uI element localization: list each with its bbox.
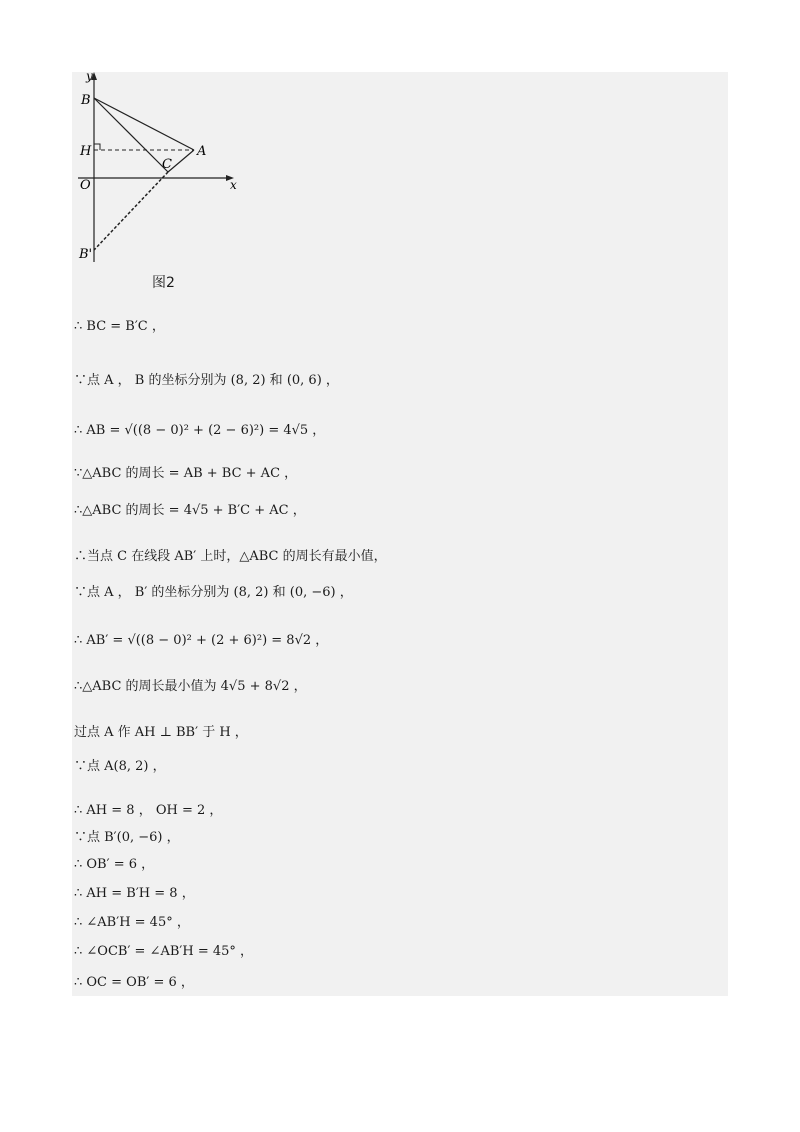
label-y: y (86, 72, 93, 83)
label-O: O (80, 178, 91, 193)
solution-line-11: ∵点 A(8, 2) ， (74, 759, 166, 774)
solution-line-15: ∴ AH = B′H = 8 ， (74, 886, 195, 901)
right-angle-mark (94, 144, 100, 150)
solution-line-8: ∴ AB′ = √((8 − 0)² + (2 + 6)²) = 8√2 ， (74, 633, 329, 648)
solution-line-3: ∴ AB = √((8 − 0)² + (2 − 6)²) = 4√5 ， (74, 423, 326, 438)
solution-line-7: ∵点 A ， B′ 的坐标分别为 (8, 2) 和 (0, −6) ， (74, 585, 353, 600)
label-Bprime: B' (79, 247, 93, 262)
label-B: B (81, 93, 91, 108)
figure-caption: 图2 (152, 275, 175, 291)
segment-CBp-dashed (94, 172, 168, 250)
solution-line-17: ∴ ∠OCB′ = ∠AB′H = 45° ， (74, 944, 254, 959)
label-H: H (80, 144, 92, 159)
solution-line-9: ∴△ABC 的周长最小值为 4√5 + 8√2 ， (74, 679, 307, 694)
solution-line-13: ∵点 B′(0, −6) ， (74, 830, 180, 845)
solution-line-14: ∴ OB′ = 6 ， (74, 857, 155, 872)
segment-BA (94, 98, 194, 150)
solution-line-5: ∴△ABC 的周长 = 4√5 + B′C + AC ， (74, 503, 306, 518)
label-x: x (230, 178, 237, 192)
solution-line-1: ∴ BC = B′C ， (74, 319, 165, 334)
coordinate-figure (76, 72, 276, 272)
segment-BC (94, 98, 168, 172)
solution-line-6: ∴当点 C 在线段 AB′ 上时，△ABC 的周长有最小值， (74, 549, 387, 564)
solution-line-12: ∴ AH = 8 ， OH = 2 ， (74, 803, 223, 818)
label-C: C (162, 157, 172, 172)
solution-sheet (72, 72, 728, 996)
solution-line-10: 过点 A 作 AH ⊥ BB′ 于 H ， (74, 725, 248, 740)
solution-line-16: ∴ ∠AB′H = 45° ， (74, 915, 190, 930)
solution-line-18: ∴ OC = OB′ = 6 ， (74, 975, 194, 990)
solution-line-2: ∵点 A ， B 的坐标分别为 (8, 2) 和 (0, 6) ， (74, 373, 339, 388)
solution-line-4: ∵△ABC 的周长 = AB + BC + AC ， (74, 466, 298, 481)
label-A: A (197, 144, 207, 159)
